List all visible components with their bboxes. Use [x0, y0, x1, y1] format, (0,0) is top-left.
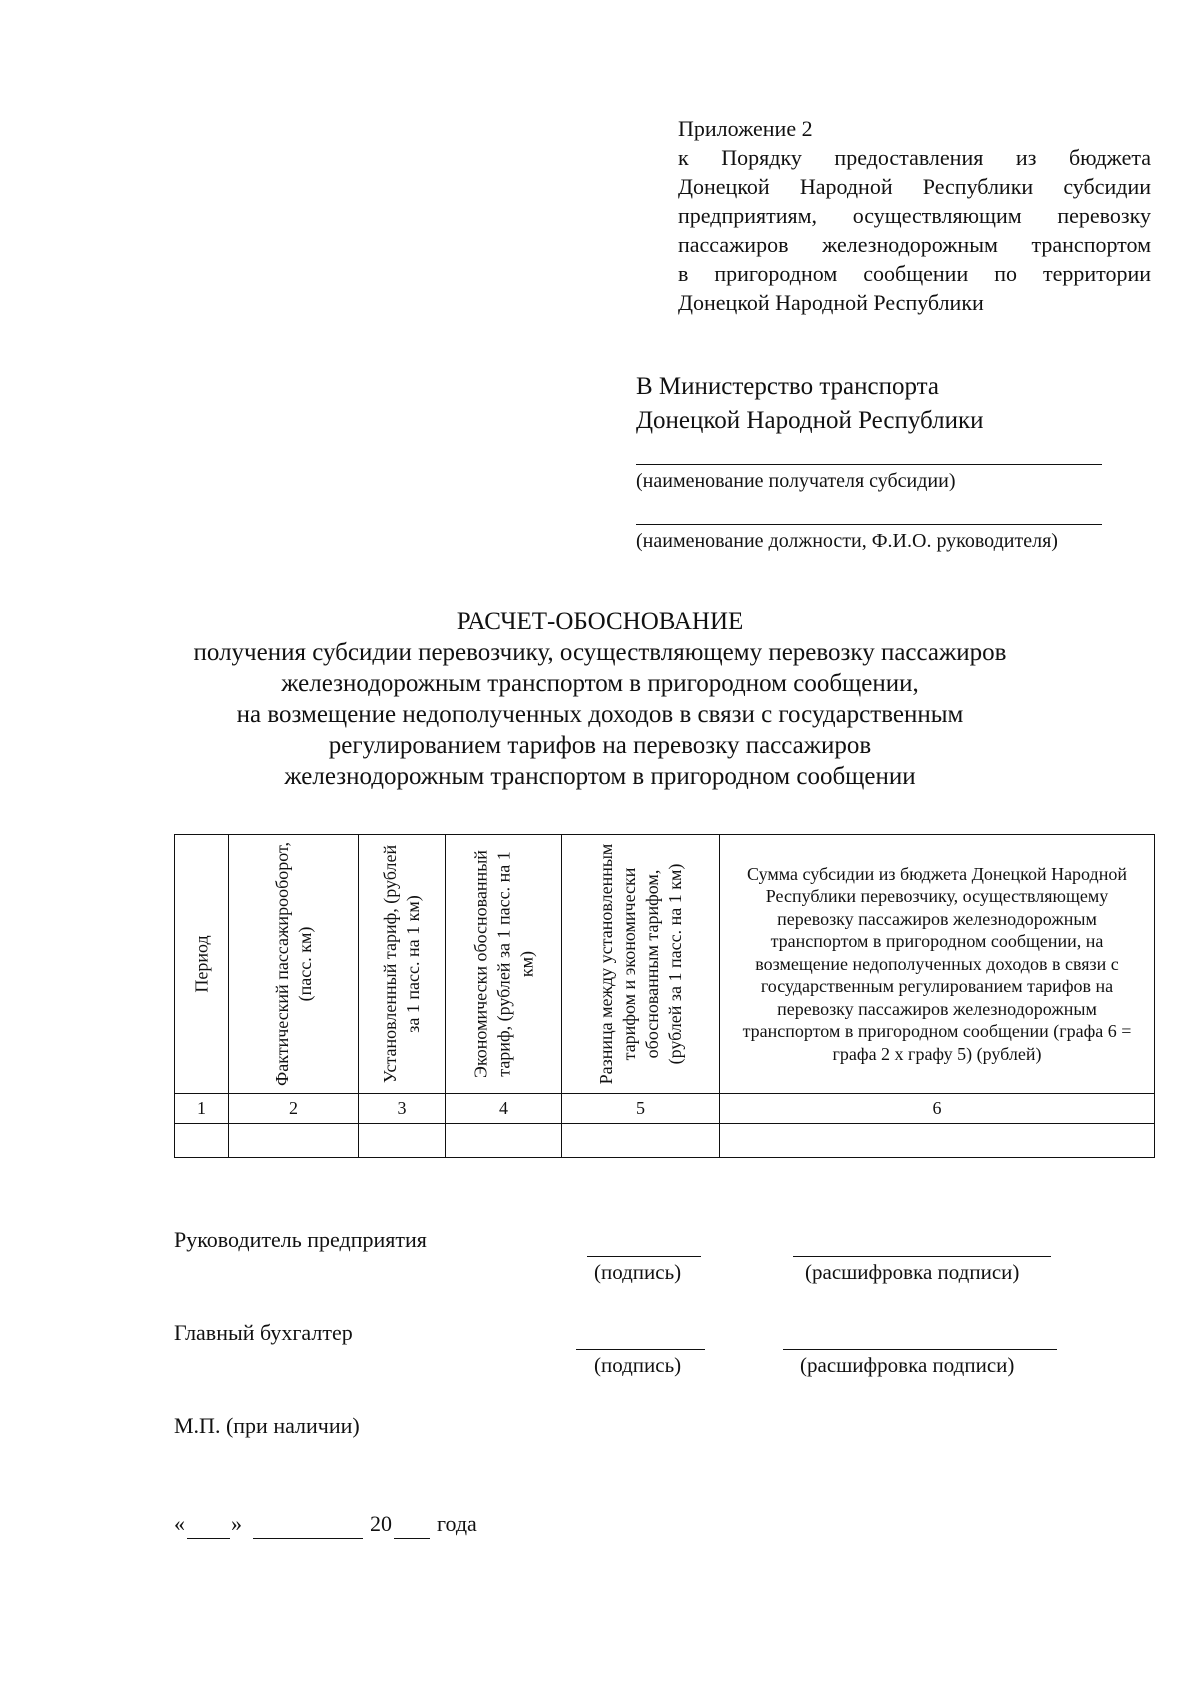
header-text: Период	[191, 935, 211, 993]
column-number: 5	[562, 1094, 720, 1124]
accountant-decode-caption: (расшифровка подписи)	[800, 1353, 1015, 1377]
head-label: Руководитель предприятия	[174, 1227, 427, 1252]
table-cell[interactable]	[562, 1124, 720, 1158]
date-month-field[interactable]	[253, 1538, 363, 1539]
appendix-line: пассажиров железнодорожным транспортом	[678, 232, 1151, 257]
date-year-field[interactable]	[394, 1538, 430, 1539]
title-line: получения субсидии перевозчику, осуществляющему перевозку пассажиров	[193, 639, 1007, 666]
recipient-line: В Министерство транспорта	[636, 373, 939, 400]
recipient-name-caption: (наименование получателя субсидии)	[636, 470, 956, 492]
table-header-row	[175, 835, 1155, 1094]
table-cell[interactable]	[720, 1124, 1155, 1158]
header-economic-tariff	[446, 835, 562, 1094]
header-subsidy-amount: Сумма субсидии из бюджета Донецкой Народной Республики перевозчику, осуществляющему перевозку пассажиров железнодорожным транспортом в пригородном сообщении, на возмещение недополученных доходов в связи с государственным регулированием тарифов на перевозку пассажиров железнодорожным транспортом в пригородном сообщении (графа 6 = графа 2 х графу 5) (рублей)	[720, 835, 1155, 1094]
date-year-prefix: 20	[370, 1511, 392, 1536]
title-line: железнодорожным транспортом в пригородном сообщении,	[281, 670, 919, 697]
title-heading: РАСЧЕТ-ОБОСНОВАНИЕ	[456, 608, 744, 635]
table-cell[interactable]	[175, 1124, 229, 1158]
header-period	[175, 835, 229, 1094]
director-name-field[interactable]	[636, 524, 1102, 525]
recipient-line: Донецкой Народной Республики	[636, 407, 984, 434]
date-day-field[interactable]	[187, 1538, 230, 1539]
table-cell[interactable]	[446, 1124, 562, 1158]
column-number: 3	[359, 1094, 446, 1124]
head-decode-caption: (расшифровка подписи)	[805, 1260, 1020, 1284]
header-tariff-difference	[562, 835, 720, 1094]
date-open-quote: «	[174, 1511, 185, 1536]
appendix-line: Донецкой Народной Республики	[678, 290, 984, 315]
document-title	[100, 606, 1100, 792]
title-line: регулированием тарифов на перевозку пассажиров	[328, 732, 872, 759]
appendix-line: в пригородном сообщении по территории	[678, 261, 1151, 286]
header-text: Разница между установленным тарифом и экономически обоснованным тарифом, (рублей за 1 пасс. на 1 км)	[595, 843, 685, 1085]
column-number: 1	[175, 1094, 229, 1124]
appendix-reference	[678, 114, 1151, 317]
appendix-line: Приложение 2	[678, 116, 813, 141]
column-number-row	[175, 1094, 1155, 1124]
head-signature-caption: (подпись)	[594, 1260, 682, 1284]
appendix-line: предприятиям, осуществляющим перевозку	[678, 203, 1151, 228]
column-number: 6	[720, 1094, 1155, 1124]
header-passenger-turnover	[229, 835, 359, 1094]
table-row	[175, 1124, 1155, 1158]
head-decode-field[interactable]	[793, 1256, 1051, 1257]
appendix-line: к Порядку предоставления из бюджета	[678, 145, 1151, 170]
accountant-label: Главный бухгалтер	[174, 1320, 353, 1345]
column-number: 2	[229, 1094, 359, 1124]
recipient-name-field[interactable]	[636, 464, 1102, 465]
stamp-label: М.П. (при наличии)	[174, 1413, 360, 1438]
header-text: Экономически обоснованный тариф, (рублей за 1 пасс. на 1 км)	[470, 850, 536, 1078]
header-text: Установленный тариф, (рублей за 1 пасс. на 1 км)	[380, 844, 423, 1084]
table-cell[interactable]	[229, 1124, 359, 1158]
table-cell[interactable]	[359, 1124, 446, 1158]
appendix-line: Донецкой Народной Республики субсидии	[678, 174, 1151, 199]
title-line: железнодорожным транспортом в пригородном сообщении	[284, 763, 916, 790]
accountant-decode-field[interactable]	[783, 1349, 1057, 1350]
accountant-signature-caption: (подпись)	[594, 1353, 682, 1377]
calculation-table	[174, 834, 1155, 1158]
date-suffix: года	[437, 1511, 477, 1536]
director-name-caption: (наименование должности, Ф.И.О. руководителя)	[636, 530, 1058, 552]
head-signature-field[interactable]	[587, 1256, 701, 1257]
accountant-signature-field[interactable]	[576, 1349, 705, 1350]
date-close-quote: »	[231, 1511, 242, 1536]
column-number: 4	[446, 1094, 562, 1124]
header-set-tariff	[359, 835, 446, 1094]
title-line: на возмещение недополученных доходов в связи с государственным	[236, 701, 964, 728]
header-text: Фактический пассажирооборот, (пасс. км)	[271, 841, 315, 1087]
recipient-address	[636, 370, 984, 438]
